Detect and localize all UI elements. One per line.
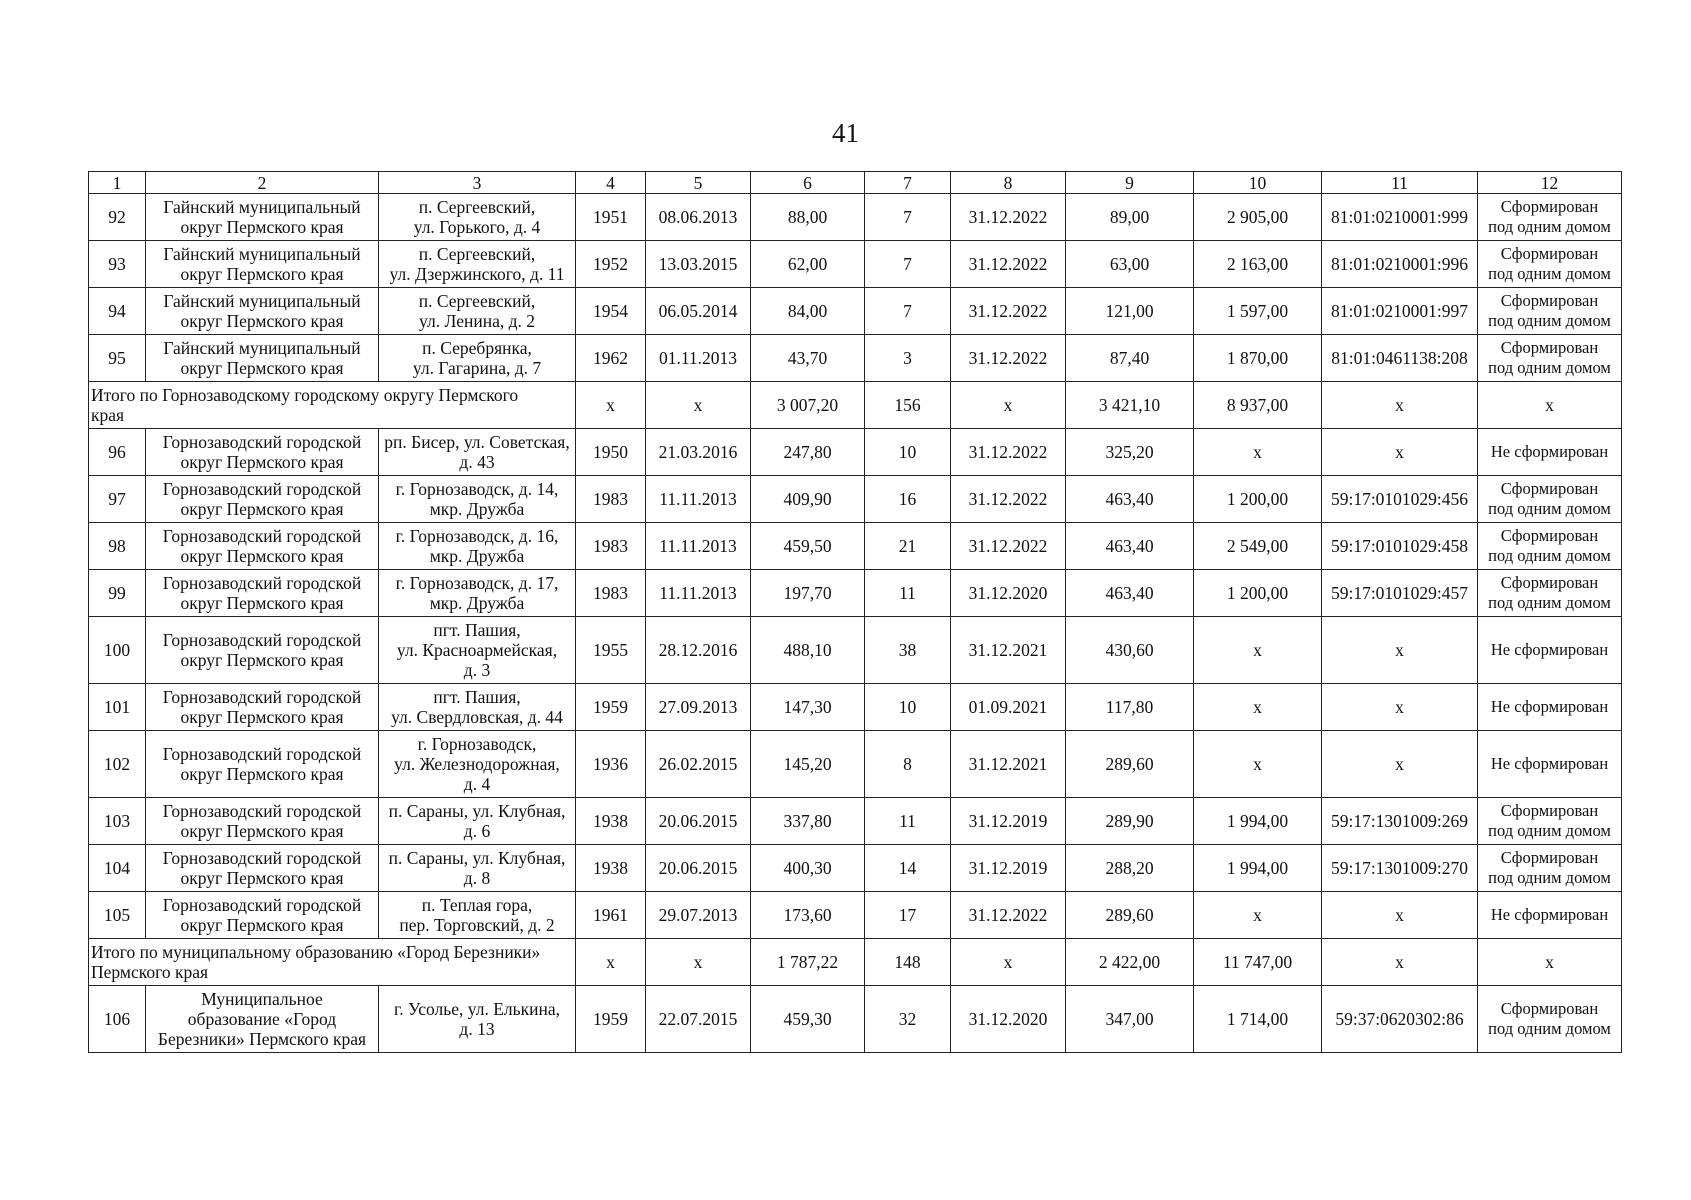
table-cell: Сформирован под одним домом bbox=[1478, 476, 1622, 523]
table-cell: 81:01:0461138:208 bbox=[1322, 335, 1478, 382]
total-cell: 3 421,10 bbox=[1066, 382, 1194, 429]
table-cell: Не сформирован bbox=[1478, 429, 1622, 476]
table-cell: 459,30 bbox=[751, 986, 865, 1053]
table-cell: 197,70 bbox=[751, 570, 865, 617]
total-cell: х bbox=[1322, 382, 1478, 429]
table-cell: х bbox=[1322, 731, 1478, 798]
table-cell: 1936 bbox=[576, 731, 646, 798]
table-cell: 62,00 bbox=[751, 241, 865, 288]
table-cell: 7 bbox=[865, 241, 951, 288]
table-cell: 101 bbox=[89, 684, 146, 731]
column-number-cell: 7 bbox=[865, 172, 951, 194]
total-cell: х bbox=[646, 382, 751, 429]
table-cell: 1 597,00 bbox=[1194, 288, 1322, 335]
table-cell: 31.12.2020 bbox=[951, 570, 1066, 617]
table-cell: Сформирован под одним домом bbox=[1478, 241, 1622, 288]
table-cell: 11.11.2013 bbox=[646, 476, 751, 523]
table-cell: г. Горнозаводск, д. 17, мкр. Дружба bbox=[379, 570, 576, 617]
table-cell: 31.12.2020 bbox=[951, 986, 1066, 1053]
table-cell: п. Теплая гора, пер. Торговский, д. 2 bbox=[379, 892, 576, 939]
column-number-cell: 3 bbox=[379, 172, 576, 194]
table-cell: 11 bbox=[865, 798, 951, 845]
table-cell: 31.12.2021 bbox=[951, 617, 1066, 684]
table-cell: 430,60 bbox=[1066, 617, 1194, 684]
total-cell: х bbox=[951, 382, 1066, 429]
table-cell: 32 bbox=[865, 986, 951, 1053]
table-cell: 1959 bbox=[576, 986, 646, 1053]
table-cell: 325,20 bbox=[1066, 429, 1194, 476]
total-cell: 1 787,22 bbox=[751, 939, 865, 986]
table-cell: г. Усолье, ул. Елькина, д. 13 bbox=[379, 986, 576, 1053]
column-number-cell: 4 bbox=[576, 172, 646, 194]
table-row bbox=[89, 798, 1622, 845]
table-cell: 173,60 bbox=[751, 892, 865, 939]
table-cell: 59:17:1301009:270 bbox=[1322, 845, 1478, 892]
table-cell: 43,70 bbox=[751, 335, 865, 382]
table-cell: 2 549,00 bbox=[1194, 523, 1322, 570]
column-number-cell: 2 bbox=[146, 172, 379, 194]
table-cell: 104 bbox=[89, 845, 146, 892]
table-cell: 31.12.2021 bbox=[951, 731, 1066, 798]
table-cell: п. Сараны, ул. Клубная, д. 8 bbox=[379, 845, 576, 892]
table-cell: 22.07.2015 bbox=[646, 986, 751, 1053]
total-cell: х bbox=[951, 939, 1066, 986]
table-cell: Сформирован под одним домом bbox=[1478, 798, 1622, 845]
table-cell: 288,20 bbox=[1066, 845, 1194, 892]
table-cell: Горнозаводский городской округ Пермского края bbox=[146, 429, 379, 476]
total-cell: 156 bbox=[865, 382, 951, 429]
column-number-cell: 8 bbox=[951, 172, 1066, 194]
table-cell: 63,00 bbox=[1066, 241, 1194, 288]
table-row bbox=[89, 241, 1622, 288]
table-cell: п. Сараны, ул. Клубная, д. 6 bbox=[379, 798, 576, 845]
table-cell: 21.03.2016 bbox=[646, 429, 751, 476]
table-cell: 01.11.2013 bbox=[646, 335, 751, 382]
column-number-cell: 9 bbox=[1066, 172, 1194, 194]
table-cell: 59:17:0101029:456 bbox=[1322, 476, 1478, 523]
table-cell: 31.12.2022 bbox=[951, 241, 1066, 288]
table-cell: х bbox=[1194, 684, 1322, 731]
table-cell: 117,80 bbox=[1066, 684, 1194, 731]
total-row bbox=[89, 382, 1622, 429]
table-cell: 16 bbox=[865, 476, 951, 523]
table-cell: 1954 bbox=[576, 288, 646, 335]
table-cell: х bbox=[1194, 731, 1322, 798]
table-cell: 28.12.2016 bbox=[646, 617, 751, 684]
table-cell: Сформирован под одним домом bbox=[1478, 194, 1622, 241]
table-cell: 7 bbox=[865, 194, 951, 241]
table-cell: Сформирован под одним домом bbox=[1478, 845, 1622, 892]
table-cell: 1983 bbox=[576, 570, 646, 617]
table-cell: Не сформирован bbox=[1478, 684, 1622, 731]
table-row bbox=[89, 335, 1622, 382]
total-label: Итого по муниципальному образованию «Город Березники» Пермского края bbox=[89, 939, 576, 986]
total-cell: х bbox=[1478, 382, 1622, 429]
table-cell: п. Сергеевский, ул. Ленина, д. 2 bbox=[379, 288, 576, 335]
table-cell: 20.06.2015 bbox=[646, 845, 751, 892]
table-cell: Гайнский муниципальный округ Пермского края bbox=[146, 335, 379, 382]
table-cell: Сформирован под одним домом bbox=[1478, 335, 1622, 382]
table-cell: 7 bbox=[865, 288, 951, 335]
table-cell: 27.09.2013 bbox=[646, 684, 751, 731]
table-cell: 1983 bbox=[576, 523, 646, 570]
table-cell: 463,40 bbox=[1066, 476, 1194, 523]
table-cell: 99 bbox=[89, 570, 146, 617]
table-cell: х bbox=[1322, 429, 1478, 476]
total-row bbox=[89, 939, 1622, 986]
table-cell: 14 bbox=[865, 845, 951, 892]
table-cell: Горнозаводский городской округ Пермского края bbox=[146, 617, 379, 684]
table-cell: 59:17:1301009:269 bbox=[1322, 798, 1478, 845]
table-cell: 337,80 bbox=[751, 798, 865, 845]
table-cell: 31.12.2022 bbox=[951, 476, 1066, 523]
table-cell: 488,10 bbox=[751, 617, 865, 684]
table-row bbox=[89, 684, 1622, 731]
table-cell: Сформирован под одним домом bbox=[1478, 523, 1622, 570]
table-cell: 2 905,00 bbox=[1194, 194, 1322, 241]
table-cell: Гайнский муниципальный округ Пермского края bbox=[146, 288, 379, 335]
table-cell: 247,80 bbox=[751, 429, 865, 476]
table-cell: 1955 bbox=[576, 617, 646, 684]
table-row bbox=[89, 731, 1622, 798]
table-cell: Не сформирован bbox=[1478, 892, 1622, 939]
table-cell: 459,50 bbox=[751, 523, 865, 570]
total-cell: х bbox=[646, 939, 751, 986]
table-row bbox=[89, 523, 1622, 570]
table-cell: 01.09.2021 bbox=[951, 684, 1066, 731]
table-row bbox=[89, 617, 1622, 684]
table-cell: п. Сергеевский, ул. Горького, д. 4 bbox=[379, 194, 576, 241]
column-number-cell: 12 bbox=[1478, 172, 1622, 194]
table-cell: Горнозаводский городской округ Пермского края bbox=[146, 684, 379, 731]
table-cell: Горнозаводский городской округ Пермского края bbox=[146, 892, 379, 939]
table-row bbox=[89, 570, 1622, 617]
table-row bbox=[89, 429, 1622, 476]
table-body bbox=[89, 172, 1622, 1053]
table-cell: 1962 bbox=[576, 335, 646, 382]
total-cell: 2 422,00 bbox=[1066, 939, 1194, 986]
total-cell: х bbox=[1478, 939, 1622, 986]
table-cell: 26.02.2015 bbox=[646, 731, 751, 798]
table-cell: 1 994,00 bbox=[1194, 798, 1322, 845]
table-cell: х bbox=[1322, 617, 1478, 684]
table-cell: 100 bbox=[89, 617, 146, 684]
table-cell: 31.12.2022 bbox=[951, 194, 1066, 241]
table-cell: 29.07.2013 bbox=[646, 892, 751, 939]
table-cell: 20.06.2015 bbox=[646, 798, 751, 845]
table-cell: 1983 bbox=[576, 476, 646, 523]
table-cell: 147,30 bbox=[751, 684, 865, 731]
table-row bbox=[89, 476, 1622, 523]
table-cell: 10 bbox=[865, 429, 951, 476]
table-cell: г. Горнозаводск, д. 14, мкр. Дружба bbox=[379, 476, 576, 523]
table-cell: пгт. Пашия, ул. Свердловская, д. 44 bbox=[379, 684, 576, 731]
table-cell: 1 994,00 bbox=[1194, 845, 1322, 892]
table-cell: х bbox=[1322, 684, 1478, 731]
table-cell: 06.05.2014 bbox=[646, 288, 751, 335]
column-number-cell: 1 bbox=[89, 172, 146, 194]
table-cell: 11 bbox=[865, 570, 951, 617]
table-cell: 1938 bbox=[576, 845, 646, 892]
table-cell: Горнозаводский городской округ Пермского края bbox=[146, 798, 379, 845]
table-cell: 87,40 bbox=[1066, 335, 1194, 382]
table-cell: 84,00 bbox=[751, 288, 865, 335]
table-row bbox=[89, 845, 1622, 892]
table-cell: 59:17:0101029:458 bbox=[1322, 523, 1478, 570]
table-cell: 96 bbox=[89, 429, 146, 476]
table-cell: х bbox=[1194, 429, 1322, 476]
total-cell: х bbox=[1322, 939, 1478, 986]
table-cell: рп. Бисер, ул. Советская, д. 43 bbox=[379, 429, 576, 476]
table-cell: х bbox=[1322, 892, 1478, 939]
table-cell: 1 200,00 bbox=[1194, 476, 1322, 523]
table-cell: п. Сергеевский, ул. Дзержинского, д. 11 bbox=[379, 241, 576, 288]
table-cell: 11.11.2013 bbox=[646, 570, 751, 617]
table-cell: 102 bbox=[89, 731, 146, 798]
table-cell: 97 bbox=[89, 476, 146, 523]
table-cell: Не сформирован bbox=[1478, 731, 1622, 798]
table-cell: п. Серебрянка, ул. Гагарина, д. 7 bbox=[379, 335, 576, 382]
table-cell: 1 714,00 bbox=[1194, 986, 1322, 1053]
table-cell: 31.12.2022 bbox=[951, 335, 1066, 382]
table-cell: 94 bbox=[89, 288, 146, 335]
table-cell: 103 bbox=[89, 798, 146, 845]
column-number-cell: 6 bbox=[751, 172, 865, 194]
table-cell: 409,90 bbox=[751, 476, 865, 523]
table-cell: 145,20 bbox=[751, 731, 865, 798]
table-cell: 17 bbox=[865, 892, 951, 939]
table-cell: 105 bbox=[89, 892, 146, 939]
table-cell: 81:01:0210001:997 bbox=[1322, 288, 1478, 335]
table-cell: Сформирован под одним домом bbox=[1478, 288, 1622, 335]
table-cell: Сформирован под одним домом bbox=[1478, 570, 1622, 617]
total-cell: х bbox=[576, 382, 646, 429]
table-cell: 1951 bbox=[576, 194, 646, 241]
table-cell: 3 bbox=[865, 335, 951, 382]
table-cell: Не сформирован bbox=[1478, 617, 1622, 684]
table-cell: Гайнский муниципальный округ Пермского края bbox=[146, 194, 379, 241]
table-cell: 38 bbox=[865, 617, 951, 684]
table-cell: 347,00 bbox=[1066, 986, 1194, 1053]
table-cell: 31.12.2022 bbox=[951, 288, 1066, 335]
table-cell: 81:01:0210001:999 bbox=[1322, 194, 1478, 241]
table-row bbox=[89, 986, 1622, 1053]
table-cell: 95 bbox=[89, 335, 146, 382]
table-cell: 1 200,00 bbox=[1194, 570, 1322, 617]
table-cell: 1952 bbox=[576, 241, 646, 288]
total-cell: 11 747,00 bbox=[1194, 939, 1322, 986]
housing-register-table bbox=[88, 171, 1622, 1053]
table-cell: 31.12.2022 bbox=[951, 429, 1066, 476]
table-cell: 59:37:0620302:86 bbox=[1322, 986, 1478, 1053]
table-cell: 121,00 bbox=[1066, 288, 1194, 335]
table-cell: Муниципальное образование «Город Березники» Пермского края bbox=[146, 986, 379, 1053]
table-cell: г. Горнозаводск, д. 16, мкр. Дружба bbox=[379, 523, 576, 570]
table-cell: 81:01:0210001:996 bbox=[1322, 241, 1478, 288]
table-cell: 106 bbox=[89, 986, 146, 1053]
table-cell: 289,60 bbox=[1066, 731, 1194, 798]
table-cell: 1 870,00 bbox=[1194, 335, 1322, 382]
table-cell: 21 bbox=[865, 523, 951, 570]
table-cell: пгт. Пашия, ул. Красноармейская, д. 3 bbox=[379, 617, 576, 684]
table-cell: 1950 bbox=[576, 429, 646, 476]
table-cell: 289,90 bbox=[1066, 798, 1194, 845]
table-cell: 98 bbox=[89, 523, 146, 570]
table-cell: 31.12.2022 bbox=[951, 523, 1066, 570]
table-cell: 92 bbox=[89, 194, 146, 241]
table-row bbox=[89, 892, 1622, 939]
total-cell: 3 007,20 bbox=[751, 382, 865, 429]
table-cell: 93 bbox=[89, 241, 146, 288]
table-cell: 88,00 bbox=[751, 194, 865, 241]
table-cell: 11.11.2013 bbox=[646, 523, 751, 570]
table-cell: 31.12.2019 bbox=[951, 845, 1066, 892]
table-cell: 2 163,00 bbox=[1194, 241, 1322, 288]
page-number: 41 bbox=[832, 118, 859, 148]
table-cell: 289,60 bbox=[1066, 892, 1194, 939]
column-number-cell: 5 bbox=[646, 172, 751, 194]
total-cell: х bbox=[576, 939, 646, 986]
table-cell: 59:17:0101029:457 bbox=[1322, 570, 1478, 617]
table-cell: 1959 bbox=[576, 684, 646, 731]
table-cell: Горнозаводский городской округ Пермского края bbox=[146, 845, 379, 892]
table-row bbox=[89, 194, 1622, 241]
column-number-row bbox=[89, 172, 1622, 194]
column-number-cell: 11 bbox=[1322, 172, 1478, 194]
table-row bbox=[89, 288, 1622, 335]
table-cell: Горнозаводский городской округ Пермского края bbox=[146, 523, 379, 570]
table-cell: г. Горнозаводск, ул. Железнодорожная, д. 4 bbox=[379, 731, 576, 798]
table-cell: Горнозаводский городской округ Пермского края bbox=[146, 476, 379, 523]
total-cell: 8 937,00 bbox=[1194, 382, 1322, 429]
table-cell: х bbox=[1194, 892, 1322, 939]
table-cell: Сформирован под одним домом bbox=[1478, 986, 1622, 1053]
table-cell: 463,40 bbox=[1066, 570, 1194, 617]
table-cell: 13.03.2015 bbox=[646, 241, 751, 288]
table-cell: 31.12.2022 bbox=[951, 892, 1066, 939]
table-cell: 400,30 bbox=[751, 845, 865, 892]
table-cell: Гайнский муниципальный округ Пермского края bbox=[146, 241, 379, 288]
table-cell: х bbox=[1194, 617, 1322, 684]
table-cell: 89,00 bbox=[1066, 194, 1194, 241]
total-label: Итого по Горнозаводскому городскому округу Пермского края bbox=[89, 382, 576, 429]
table-cell: 8 bbox=[865, 731, 951, 798]
column-number-cell: 10 bbox=[1194, 172, 1322, 194]
table-cell: 08.06.2013 bbox=[646, 194, 751, 241]
table-cell: Горнозаводский городской округ Пермского края bbox=[146, 570, 379, 617]
table-cell: 1938 bbox=[576, 798, 646, 845]
table-cell: 10 bbox=[865, 684, 951, 731]
table-cell: 463,40 bbox=[1066, 523, 1194, 570]
table-cell: 31.12.2019 bbox=[951, 798, 1066, 845]
table-cell: Горнозаводский городской округ Пермского края bbox=[146, 731, 379, 798]
table-cell: 1961 bbox=[576, 892, 646, 939]
total-cell: 148 bbox=[865, 939, 951, 986]
